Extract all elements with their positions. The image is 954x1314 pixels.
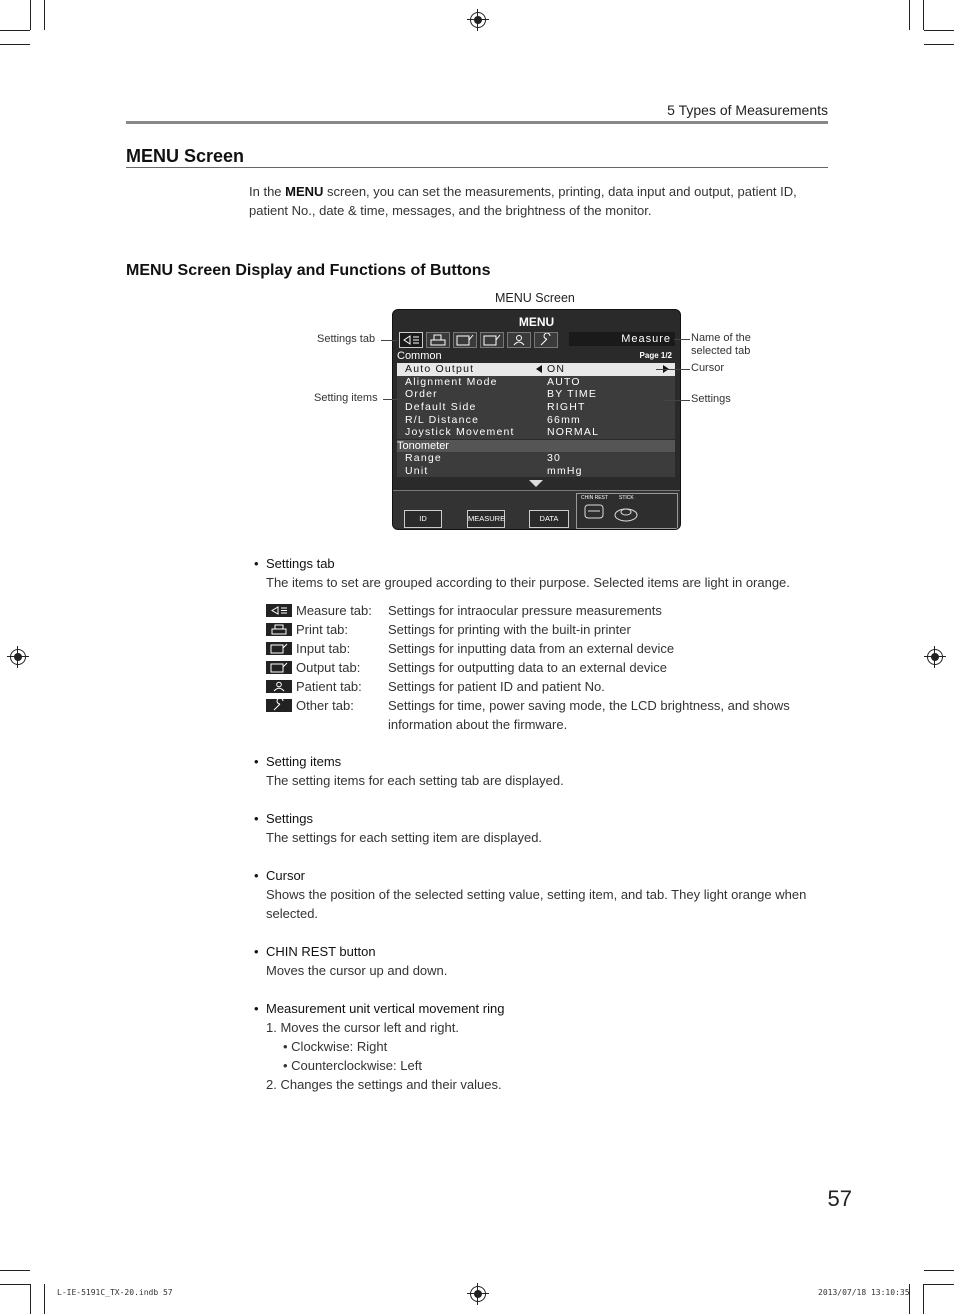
- crop-mark: [44, 0, 45, 30]
- callout-line: [381, 340, 397, 341]
- chin-rest-icon: [583, 503, 605, 521]
- crop-mark: [924, 30, 954, 31]
- registration-mark-icon: [10, 649, 26, 665]
- print-icon: [266, 623, 292, 636]
- section-rule: [126, 167, 828, 168]
- header-rule: [126, 121, 828, 124]
- joystick-panel: [576, 493, 678, 529]
- selected-tab-name: Measure: [569, 332, 675, 346]
- stick-icon: [613, 503, 639, 523]
- common-rows: [397, 363, 675, 439]
- crop-mark: [30, 0, 31, 30]
- data-button[interactable]: DATA: [529, 510, 569, 528]
- input-icon: [266, 642, 292, 655]
- callout-settings-tab: Settings tab: [317, 333, 376, 345]
- crop-mark: [924, 1284, 954, 1285]
- callout-line: [656, 369, 690, 370]
- setting-row: Range 30: [405, 452, 562, 464]
- setting-row: Joystick Movement NORMAL: [405, 426, 600, 439]
- tab-desc: Settings for inputting data from an external device: [388, 641, 675, 656]
- crop-mark: [44, 1284, 45, 1314]
- bullet-setting-items: • Setting items: [266, 754, 341, 769]
- menu-screen-figure: [392, 309, 681, 530]
- registration-mark-icon: [470, 1286, 486, 1302]
- crop-mark: [923, 0, 924, 30]
- tab-label: Output tab:: [296, 660, 361, 675]
- ring-step: 1. Moves the cursor left and right.: [266, 1020, 459, 1035]
- page-number: 57: [827, 1186, 852, 1211]
- bullet-chin-rest: • CHIN REST button: [266, 944, 376, 959]
- output-icon: [266, 661, 292, 674]
- setting-row: Order BY TIME: [405, 388, 598, 401]
- setting-items-text: The setting items for each setting tab are displayed.: [266, 773, 564, 788]
- patient-icon: [266, 680, 292, 693]
- footer-file: L-IE-5191C_TX-20.indb 57: [57, 1288, 173, 1297]
- cursor-text: selected.: [266, 906, 319, 921]
- callout-setting-items: Setting items: [314, 392, 378, 404]
- input-tab-icon: [453, 332, 477, 348]
- bullet-settings: • Settings: [266, 811, 313, 826]
- tab-desc: information about the firmware.: [388, 717, 568, 732]
- setting-row: Alignment Mode AUTO: [405, 375, 581, 388]
- stick-label: STICK: [619, 495, 634, 501]
- tab-desc: Settings for intraocular pressure measurements: [388, 603, 662, 618]
- tab-desc: Settings for printing with the built-in printer: [388, 622, 631, 637]
- setting-row: R/L Distance 66mm: [405, 413, 581, 426]
- crop-mark: [0, 1270, 30, 1271]
- tab-label: Patient tab:: [296, 679, 362, 694]
- tonometer-rows: [397, 452, 675, 477]
- crop-mark: [30, 1284, 31, 1314]
- callout-name-of-tab: Name of the selected tab: [691, 332, 751, 357]
- print-tab-icon: [426, 332, 450, 348]
- bullet-ring: • Measurement unit vertical movement ring: [266, 1001, 504, 1016]
- tab-row: [397, 332, 675, 347]
- patient-tab-icon: [507, 332, 531, 348]
- tab-desc: Settings for patient ID and patient No.: [388, 679, 605, 694]
- crop-mark: [0, 44, 30, 45]
- figure-caption: MENU Screen: [495, 291, 575, 305]
- ring-sub: • Counterclockwise: Left: [283, 1058, 422, 1073]
- tab-label: Measure tab:: [296, 603, 372, 618]
- crop-mark: [0, 1284, 30, 1285]
- id-button[interactable]: ID: [404, 510, 442, 528]
- callout-cursor: Cursor: [691, 362, 725, 374]
- page-indicator: Page 1/2: [639, 351, 672, 360]
- tab-label: Print tab:: [296, 622, 349, 637]
- callout-settings: Settings: [691, 393, 731, 405]
- measure-icon: [266, 604, 292, 617]
- cursor-text: Shows the position of the selected setting value, setting item, and tab. They light orange when: [266, 887, 807, 902]
- crop-mark: [924, 1270, 954, 1271]
- crop-mark: [924, 44, 954, 45]
- bullet-settings-tab: • Settings tab: [266, 556, 335, 571]
- tab-desc: Settings for time, power saving mode, the LCD brightness, and shows: [388, 698, 790, 713]
- callout-line: [383, 399, 399, 400]
- setting-row: Unit mmHg: [405, 464, 583, 477]
- tab-desc: Settings for outputting data to an external device: [388, 660, 667, 675]
- bullet-cursor: • Cursor: [266, 868, 305, 883]
- group-tonometer: Tonometer: [397, 440, 675, 452]
- cursor-left-arrow-icon: [536, 365, 542, 373]
- screen-bottom-panel: [393, 490, 680, 529]
- chapter-header: 5 Types of Measurements: [667, 102, 828, 118]
- crop-mark: [0, 30, 30, 31]
- measure-button[interactable]: MEASURE: [467, 510, 505, 528]
- crop-mark: [923, 1284, 924, 1314]
- ring-step: 2. Changes the settings and their values.: [266, 1077, 502, 1092]
- other-tab-wrench-icon: [534, 332, 558, 348]
- footer-timestamp: 2013/07/18 13:10:35: [818, 1288, 910, 1297]
- tab-label: Other tab:: [296, 698, 354, 713]
- registration-mark-icon: [470, 12, 486, 28]
- section-title: MENU Screen: [126, 146, 245, 166]
- wrench-icon: [266, 699, 292, 712]
- setting-row: Default Side RIGHT: [405, 401, 586, 414]
- callout-line: [674, 339, 690, 340]
- crop-mark: [909, 0, 910, 30]
- chin-rest-text: Moves the cursor up and down.: [266, 963, 448, 978]
- ring-sub: • Clockwise: Right: [283, 1039, 388, 1054]
- settings-tab-text: The items to set are grouped according to their purpose. Selected items are light in orange.: [266, 575, 790, 590]
- tab-label: Input tab:: [296, 641, 351, 656]
- scroll-down-arrow-icon: [529, 480, 543, 487]
- callout-line: [664, 400, 690, 401]
- screen-title: MENU: [518, 315, 555, 329]
- output-tab-icon: [480, 332, 504, 348]
- chin-rest-label: CHIN REST: [581, 495, 608, 501]
- registration-mark-icon: [927, 649, 943, 665]
- measure-tab-icon: [399, 332, 423, 348]
- group-common: Common: [397, 350, 442, 362]
- settings-text: The settings for each setting item are displayed.: [266, 830, 543, 845]
- intro-paragraph: In the MENU screen, you can set the measurements, printing, data input and output, patient ID, patient No., date & time, messages, and the brightness of the monitor.: [249, 184, 797, 218]
- subsection-title: MENU Screen Display and Functions of Buttons: [126, 262, 491, 279]
- setting-row: Auto Output ON: [397, 363, 675, 376]
